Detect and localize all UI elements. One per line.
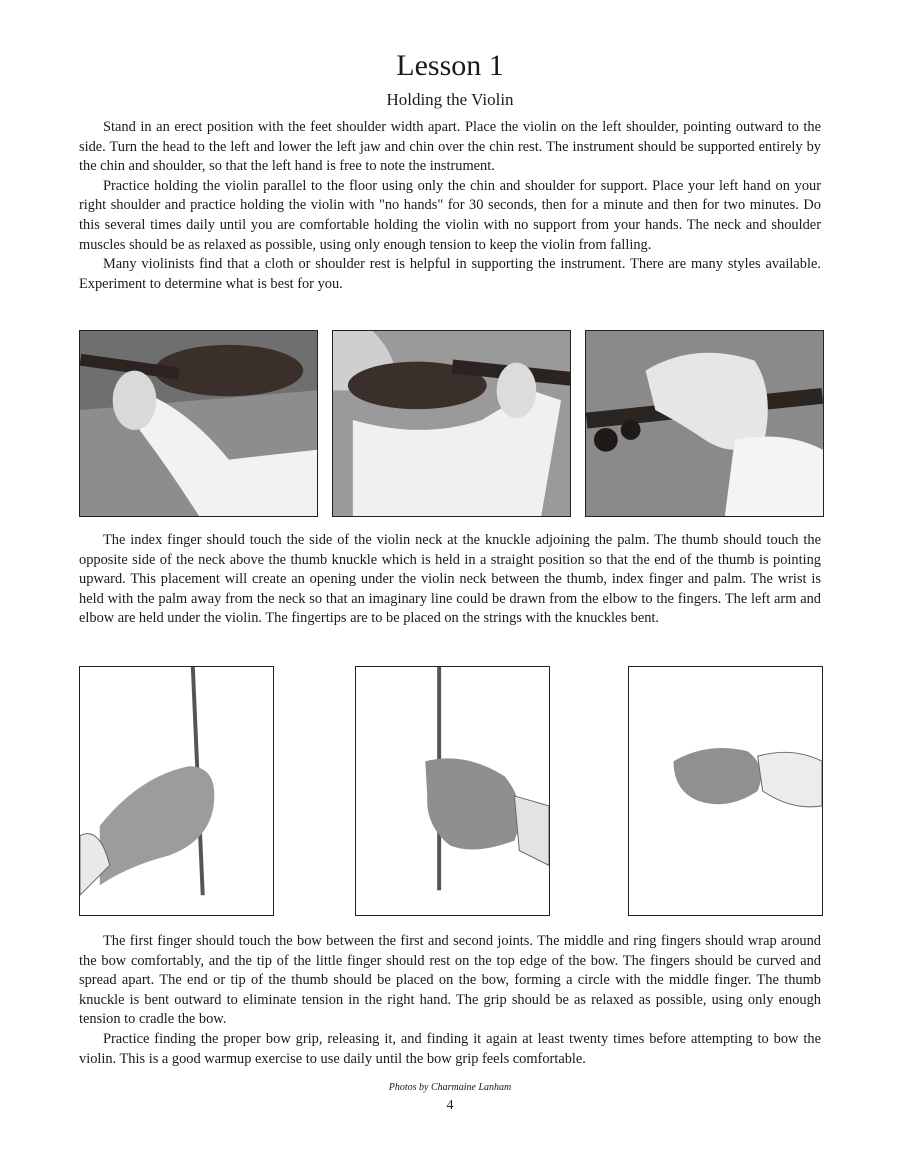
page-title: Lesson 1 bbox=[396, 49, 504, 82]
section-left-hand-text bbox=[79, 531, 821, 629]
section-holding-violin-text bbox=[79, 118, 821, 294]
photo-violin-front-view bbox=[332, 330, 571, 517]
photo-credit: Photos by Charmaine Lanham bbox=[388, 1082, 512, 1093]
section-bow-grip-text bbox=[79, 932, 821, 1069]
paragraph: The first finger should touch the bow between the first and second joints. The middle and ring fingers should wrap around the bow comfortably, and the tip of the little finger should rest on the top edge of the bow. The fingers should be curved and spread apart. The end or tip of the thumb should be placed on the bow, forming a circle with the middle finger. The thumb knuckle is bent outward to eliminate tension in the right hand. The grip should be as relaxed as possible, using only enough tension to cradle the bow. bbox=[79, 933, 821, 1028]
paragraph: Practice finding the proper bow grip, releasing it, and finding it again at least twenty times before attempting to bow the violin. This is a good warmup exercise to use daily until the bow grip feels comfortable. bbox=[79, 1030, 821, 1067]
photo-violin-left-hand-side bbox=[79, 330, 318, 517]
paragraph: Many violinists find that a cloth or shoulder rest is helpful in supporting the instrument. There are many styles available. Experiment to determine what is best for you. bbox=[79, 256, 821, 292]
photo-bow-grip-side bbox=[79, 666, 274, 916]
paragraph: The index finger should touch the side of the violin neck at the knuckle adjoining the palm. The thumb should touch the opposite side of the neck above the thumb knuckle which is held in a straight position so that the end of the thumb is pointing upward. This placement will create an opening under the violin neck between the thumb, index finger and palm. The wrist is held with the palm away from the neck so that an imaginary line could be drawn from the elbow to the fingers. The left arm and elbow are held under the violin. The fingertips are to be placed on the strings with the knuckles bent. bbox=[79, 532, 821, 627]
paragraph: Practice holding the violin parallel to the floor using only the chin and shoulder for support. Place your left hand on your right shoulder and practice holding the violin with "no hands" for 30 seconds, then for a minute and then for two minutes. Do this several times daily until you are comfortable holding the violin with no support from your hands. The neck and shoulder muscles should be as relaxed as possible, using only enough tension to keep the violin from falling. bbox=[79, 177, 821, 253]
paragraph: Stand in an erect position with the feet shoulder width apart. Place the violin on the left shoulder, pointing outward to the side. Turn the head to the left and lower the left jaw and chin over the chin rest. The instrument should be supported entirely by the chin and shoulder, so that the left hand is free to note the instrument. bbox=[79, 119, 821, 175]
photo-bow-grip-front bbox=[355, 666, 550, 916]
photo-bow-hand-shape bbox=[628, 666, 823, 916]
photo-violin-hand-closeup bbox=[585, 330, 824, 517]
page-subtitle: Holding the Violin bbox=[386, 90, 514, 109]
page-number: 4 bbox=[446, 1098, 454, 1113]
